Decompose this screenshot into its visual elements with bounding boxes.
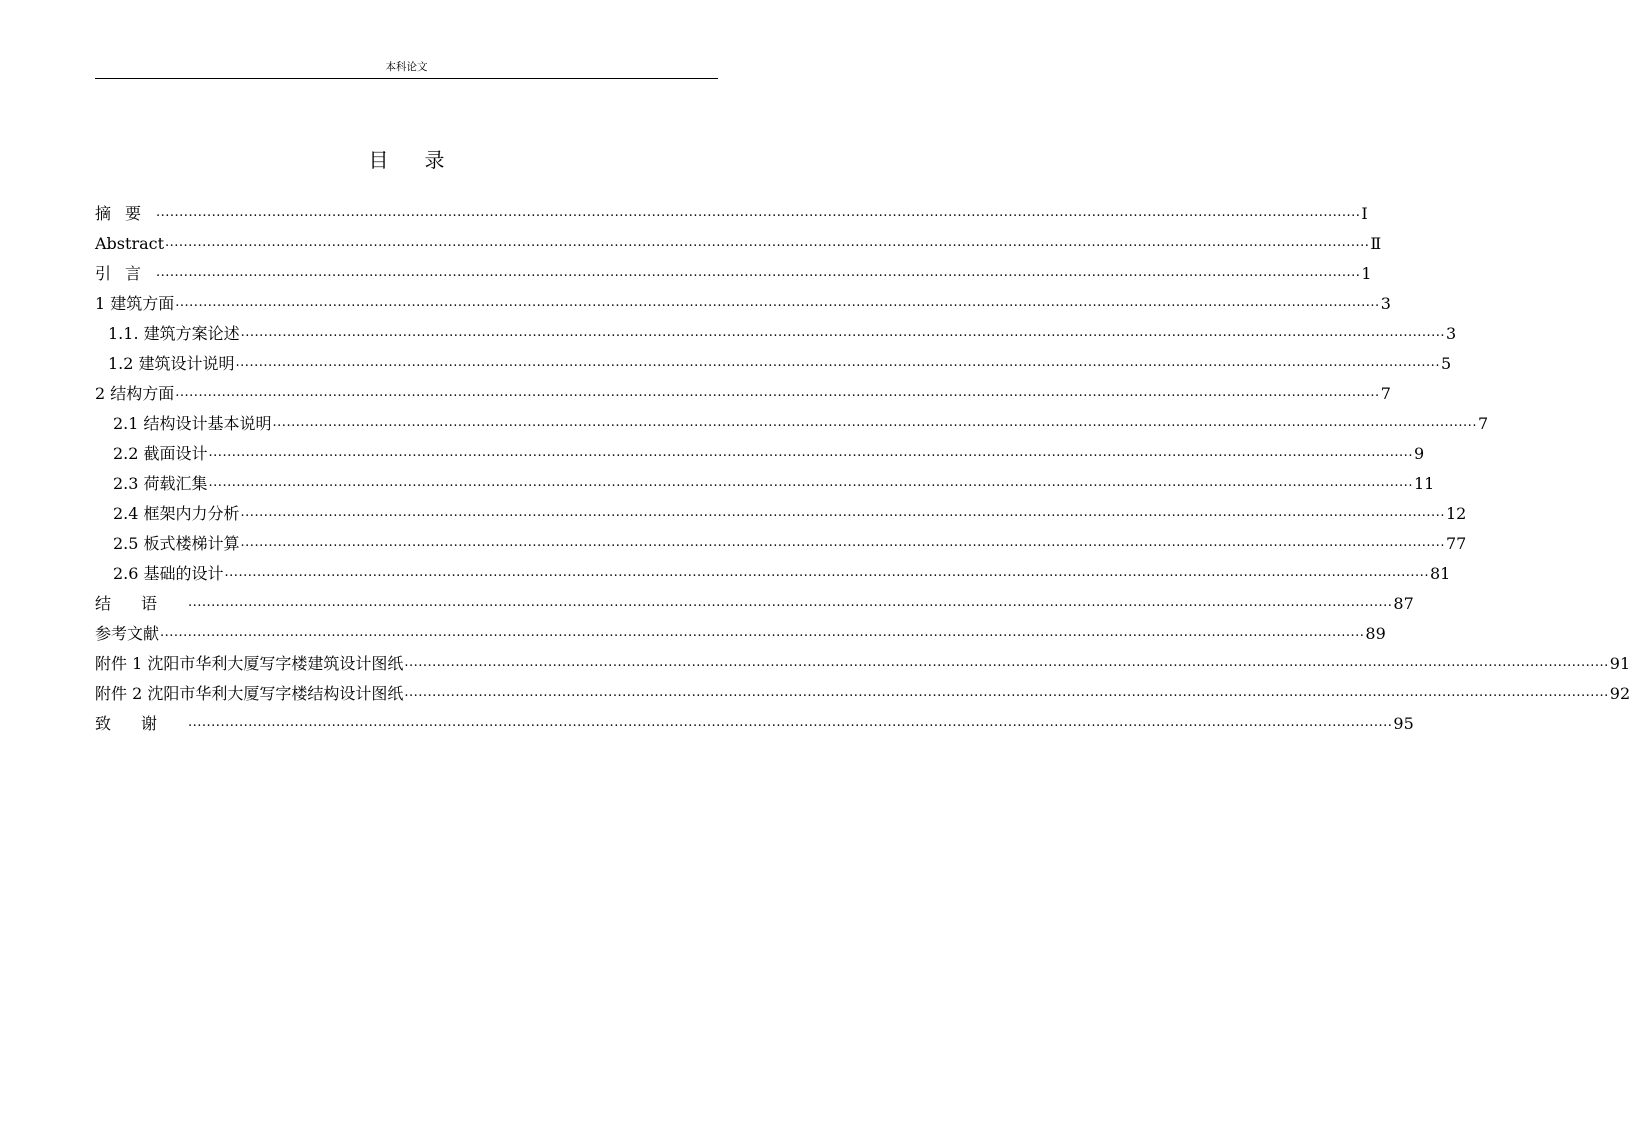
- toc-dot-leader: ....................................................................................................................................................................................................................................................................: [404, 685, 1609, 700]
- toc-dot-leader: ....................................................................................................................................................................................................................................................................: [235, 355, 1440, 370]
- toc-entry-page: 5: [1440, 354, 1452, 373]
- toc-entry-page: 7: [1477, 414, 1489, 433]
- toc-entry-label: 2.6 基础的设计: [113, 564, 224, 583]
- toc-entry-label: 2.4 框架内力分析: [113, 504, 240, 523]
- toc-dot-leader: ....................................................................................................................................................................................................................................................................: [240, 505, 1445, 520]
- toc-entry-page: 77: [1445, 534, 1467, 553]
- toc-entry-label: 致谢: [95, 714, 188, 733]
- toc-entry-section-2-2[interactable]: [95, 439, 1425, 469]
- toc-entry-abstract-cn[interactable]: [95, 199, 1368, 229]
- toc-entry-label: 1 建筑方面: [95, 294, 175, 313]
- toc-entry-label: 摘要: [95, 204, 156, 223]
- toc-entry-acknowledgements[interactable]: [95, 709, 1414, 739]
- toc-dot-leader: ....................................................................................................................................................................................................................................................................: [188, 715, 1393, 730]
- toc-entry-page: 87: [1393, 594, 1414, 613]
- toc-entry-section-1-1[interactable]: [95, 319, 1457, 349]
- toc-entry-section-2-6[interactable]: [95, 559, 1451, 589]
- toc-entry-label: 参考文献: [95, 624, 160, 643]
- toc-entry-label: 引言: [95, 264, 156, 283]
- toc-entry-page: 9: [1413, 444, 1425, 463]
- toc-entry-page: I: [1361, 204, 1368, 223]
- toc-dot-leader: ....................................................................................................................................................................................................................................................................: [240, 535, 1445, 550]
- toc-entry-appendix-2[interactable]: [95, 679, 1630, 709]
- toc-entry-label: 附件 2 沈阳市华利大厦写字楼结构设计图纸: [95, 684, 404, 703]
- toc-entry-page: 3: [1446, 324, 1457, 343]
- toc-entry-page: 81: [1429, 564, 1451, 583]
- toc-entry-page: 89: [1365, 624, 1386, 643]
- toc-entry-page: 12: [1445, 504, 1467, 523]
- toc-dot-leader: ....................................................................................................................................................................................................................................................................: [175, 385, 1380, 400]
- toc-entry-page: Ⅱ: [1370, 234, 1382, 253]
- toc-entry-references[interactable]: [95, 619, 1386, 649]
- toc-entry-introduction[interactable]: [95, 259, 1372, 289]
- toc-entry-label: 附件 1 沈阳市华利大厦写字楼建筑设计图纸: [95, 654, 404, 673]
- toc-dot-leader: ....................................................................................................................................................................................................................................................................: [208, 445, 1413, 460]
- header-text: 本科论文: [385, 61, 428, 73]
- toc-entry-page: 92: [1609, 684, 1630, 703]
- toc-entry-page: 11: [1413, 474, 1435, 493]
- toc-dot-leader: ....................................................................................................................................................................................................................................................................: [208, 475, 1413, 490]
- page-header: [95, 60, 718, 79]
- toc-entry-label: 1.1. 建筑方案论述: [108, 324, 240, 343]
- toc-dot-leader: ....................................................................................................................................................................................................................................................................: [188, 595, 1393, 610]
- toc-entry-label: 2 结构方面: [95, 384, 175, 403]
- toc-dot-leader: ....................................................................................................................................................................................................................................................................: [165, 235, 1370, 250]
- toc-entry-label: 2.3 荷载汇集: [113, 474, 208, 493]
- toc-dot-leader: ....................................................................................................................................................................................................................................................................: [156, 265, 1361, 280]
- toc-entry-page: 3: [1380, 294, 1391, 313]
- toc-entry-appendix-1[interactable]: [95, 649, 1630, 679]
- toc-entry-label: 2.1 结构设计基本说明: [113, 414, 272, 433]
- toc-entry-label: 结语: [95, 594, 188, 613]
- toc-dot-leader: ....................................................................................................................................................................................................................................................................: [160, 625, 1365, 640]
- toc-entry-chapter-1[interactable]: [95, 289, 1391, 319]
- toc-entry-section-2-4[interactable]: [95, 499, 1467, 529]
- toc-entry-section-2-3[interactable]: [95, 469, 1435, 499]
- toc-entry-label: 1.2 建筑设计说明: [108, 354, 235, 373]
- toc-entry-label: Abstract: [95, 234, 165, 253]
- toc-dot-leader: ....................................................................................................................................................................................................................................................................: [224, 565, 1429, 580]
- toc-entry-page: 91: [1609, 654, 1630, 673]
- toc-entry-page: 7: [1380, 384, 1391, 403]
- toc-entry-page: 1: [1361, 264, 1372, 283]
- toc-entry-abstract-en[interactable]: [95, 229, 1382, 259]
- toc-entry-section-1-2[interactable]: [95, 349, 1452, 379]
- toc-entry-chapter-2[interactable]: [95, 379, 1391, 409]
- toc-dot-leader: ....................................................................................................................................................................................................................................................................: [240, 325, 1446, 340]
- toc-dot-leader: ....................................................................................................................................................................................................................................................................: [272, 415, 1477, 430]
- toc-entry-conclusion[interactable]: [95, 589, 1414, 619]
- toc-entry-section-2-5[interactable]: [95, 529, 1467, 559]
- toc-dot-leader: ....................................................................................................................................................................................................................................................................: [175, 295, 1380, 310]
- toc-entry-page: 95: [1393, 714, 1414, 733]
- toc-entry-label: 2.5 板式楼梯计算: [113, 534, 240, 553]
- toc-entry-section-2-1[interactable]: [95, 409, 1489, 439]
- toc-dot-leader: ....................................................................................................................................................................................................................................................................: [156, 205, 1361, 220]
- toc-entry-label: 2.2 截面设计: [113, 444, 208, 463]
- page-title: 目录: [368, 148, 481, 172]
- toc-dot-leader: ....................................................................................................................................................................................................................................................................: [404, 655, 1609, 670]
- table-of-contents: [95, 199, 1630, 739]
